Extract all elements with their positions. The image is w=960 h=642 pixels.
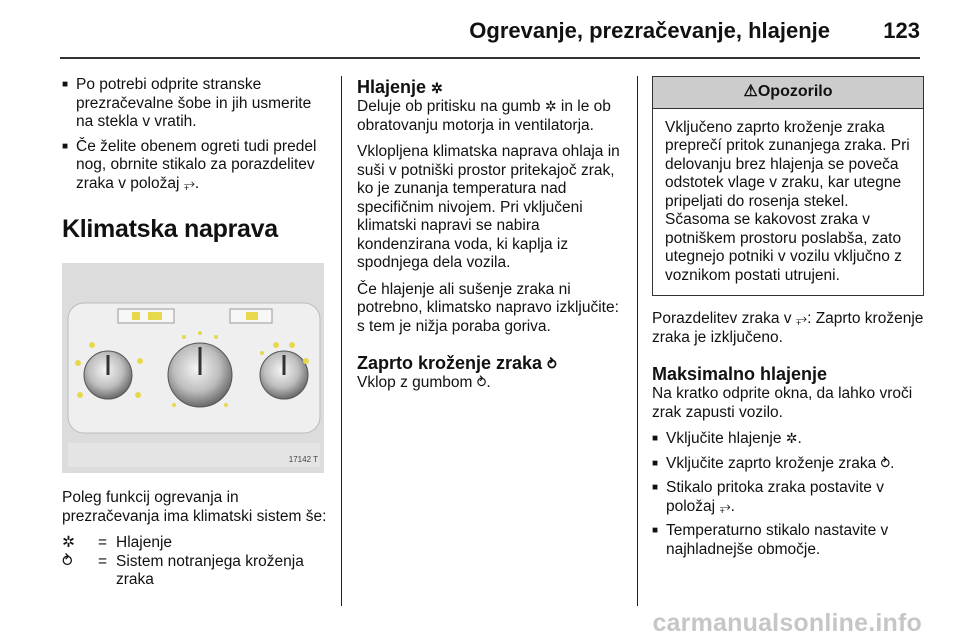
paragraph: Porazdelitev zraka v ⥅: Zaprto kroženje zraka je izključeno.	[652, 310, 924, 346]
feet-vent-icon: ⥅	[183, 174, 195, 191]
page-title: Ogrevanje, prezračevanje, hlajenje	[469, 18, 830, 43]
vent-position-icon: ⥅	[795, 310, 808, 326]
legend-equals: =	[98, 552, 108, 570]
list-item	[652, 479, 924, 516]
header-divider	[60, 57, 920, 59]
subheading-zaprto: Zaprto kroženje zraka ⥁	[357, 353, 557, 373]
subheading-hlajenje: Hlajenje ✲	[357, 77, 443, 97]
bullet-text: Temperaturno stikalo nastavite v najhladnejše območje.	[666, 522, 889, 558]
bullet-text: Vključite hlajenje ✲.	[666, 430, 802, 447]
bullet-icon: ■	[62, 79, 69, 90]
page-header	[0, 0, 960, 60]
warning-header	[653, 77, 923, 109]
list-item	[652, 455, 924, 474]
list-item	[652, 430, 924, 449]
paragraph: Na kratko odprite okna, da lahko vroči zrak zapusti vozilo.	[652, 385, 913, 421]
paragraph: Deluje ob pritisku na gumb ✲ in le ob obratovanju motorja in ventilatorja.	[357, 98, 611, 134]
warning-title: Opozorilo	[757, 83, 833, 100]
column-3	[652, 76, 924, 565]
recirculation-icon: ⥁	[62, 552, 73, 570]
paragraph: Če hlajenje ali sušenje zraka ni potrebno, klimatsko napravo izključite: s tem je nižja poraba goriva.	[357, 280, 619, 335]
legend-row	[62, 534, 330, 553]
bullet-icon: ■	[652, 433, 659, 444]
legend-text: Sistem notranjega kroženja zraka	[116, 552, 304, 588]
list-item	[62, 138, 330, 194]
column-divider-2	[637, 76, 638, 606]
page-number: 123	[883, 18, 920, 43]
vent-position-icon: ⥅	[719, 497, 731, 514]
bullet-text: Če želite obenem ogreti tudi predel nog, obrnite stikalo za porazdelitev zraka v položaj ⥅.	[76, 137, 317, 192]
list-item	[652, 522, 924, 559]
paragraph: Vklopljena klimatska naprava ohlaja in suši v potniški prostor pritekajoč zrak, ko je zunanja temperatura nad specifičnim nivojem. Pri vključeni klimatski napravi se nabira kondenzirana voda, ki kaplja iz spodnjega dela vozila.	[357, 143, 620, 271]
ac-icon: ✲	[785, 430, 798, 446]
warning-icon: ⚠	[743, 83, 758, 100]
list-item	[62, 76, 330, 132]
column-2	[357, 76, 627, 401]
column-1	[62, 76, 330, 590]
bullet-icon: ■	[652, 525, 659, 536]
recirculation-icon: ⥁	[547, 356, 557, 372]
ac-icon: ✲	[431, 80, 443, 96]
recirculation-icon: ⥁	[476, 374, 487, 390]
photo-code: 17142 T	[288, 454, 318, 464]
paragraph: Vklop z gumbom ⥁.	[357, 374, 491, 391]
warning-box	[652, 76, 924, 296]
bullet-text: Stikalo pritoka zraka postavite v položaj ⥅.	[666, 479, 884, 515]
legend-text: Hlajenje	[116, 534, 173, 551]
section-heading: Klimatska naprava	[62, 215, 278, 243]
legend-row	[62, 553, 330, 590]
column-divider-1	[341, 76, 342, 606]
ac-icon: ✲	[62, 534, 75, 551]
bullet-text: Vključite zaprto kroženje zraka ⥁.	[666, 454, 895, 472]
recirculation-icon: ⥁	[880, 454, 891, 471]
warning-text: Vključeno zaprto kroženje zraka preprečí pritok zunanjega zraka. Pri delovanju brez hlajenja se poveča odstotek vlage v zraku, kar utegne pripeljati do rosenja stekel. Sčasoma se kakovost zraka v potniškem prostoru poslabša, zato utegnejo potniki v vozilu vključno z voznikom postati utrujeni.	[665, 118, 910, 284]
bullet-icon: ■	[652, 457, 659, 469]
legend-equals: =	[98, 534, 108, 551]
ac-icon: ✲	[544, 98, 557, 114]
climate-control-photo	[62, 263, 324, 473]
bullet-text: Po potrebi odprite stranske prezračevalne šobe in jih usmerite na stekla v vratih.	[76, 76, 312, 130]
bullet-icon: ■	[652, 482, 659, 493]
watermark: carmanualsonline.info	[652, 609, 922, 637]
intro-text: Poleg funkcij ogrevanja in prezračevanja ima klimatski sistem še:	[62, 489, 327, 525]
subheading-max-cooling: Maksimalno hlajenje	[652, 364, 828, 384]
bullet-icon: ■	[62, 140, 69, 152]
